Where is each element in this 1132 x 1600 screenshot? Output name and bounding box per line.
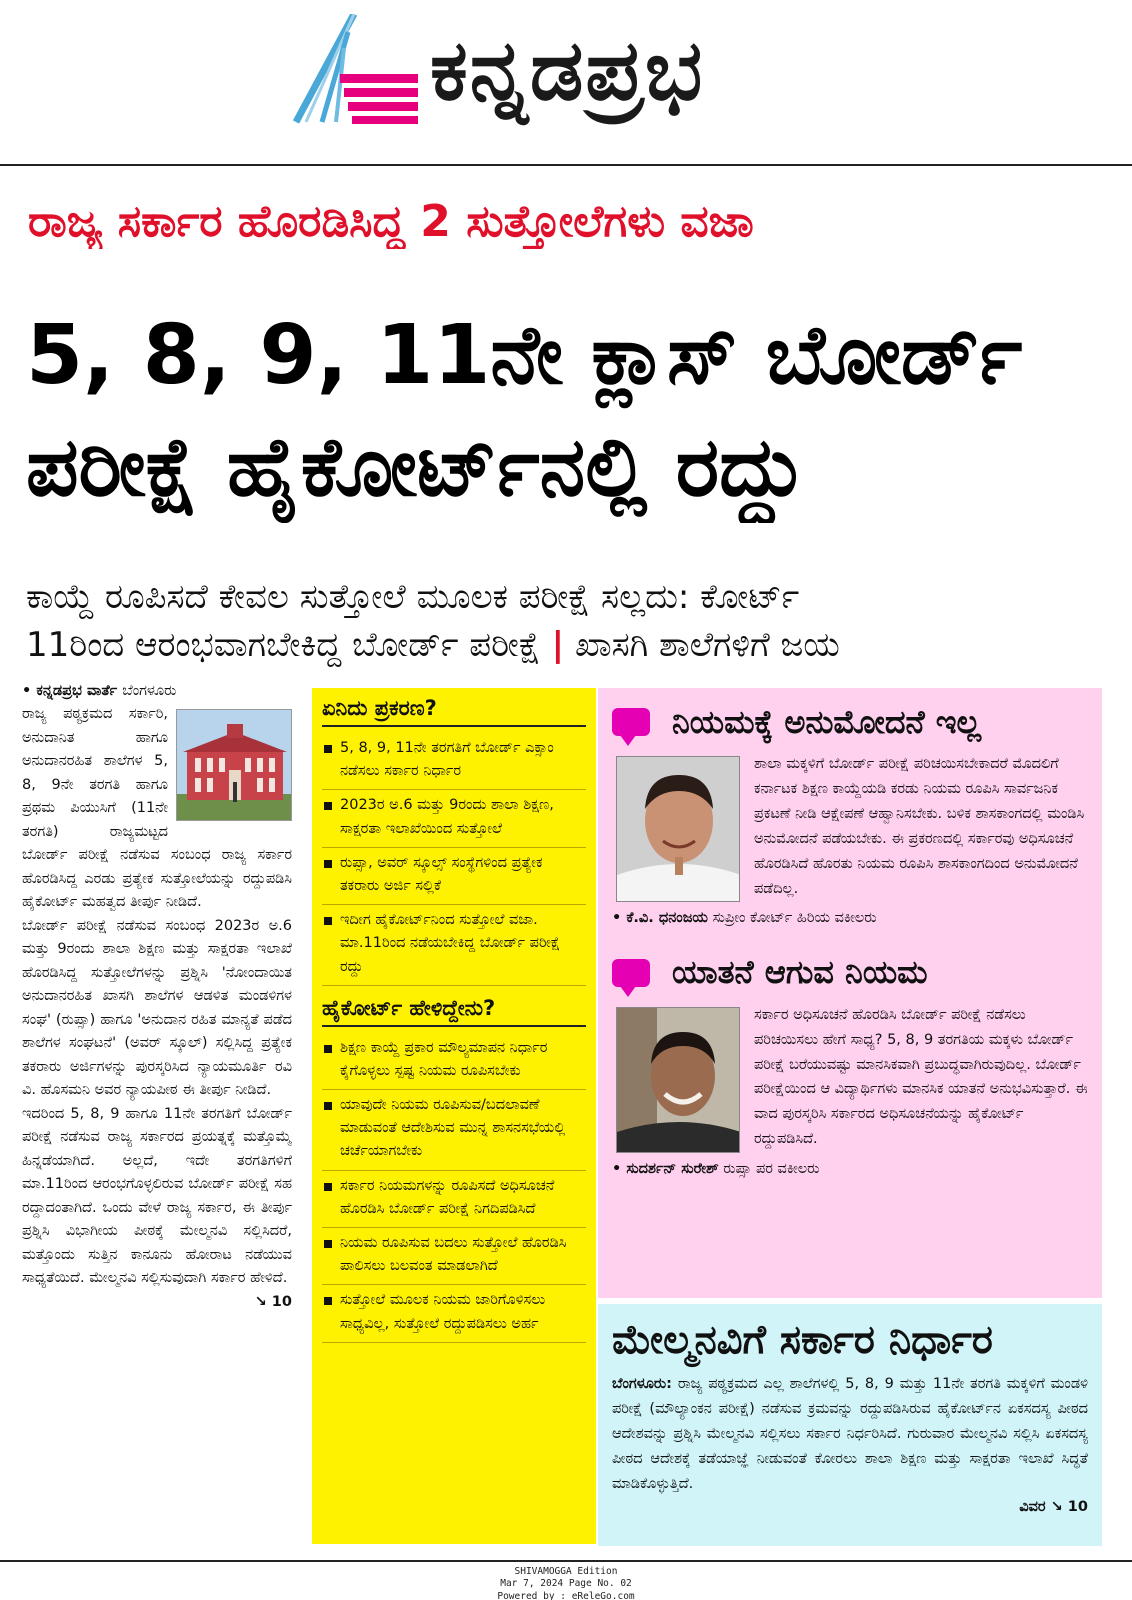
opinion-box: [598, 688, 1102, 1298]
appeal-title: ಮೇಲ್ಮನವಿಗೆ ಸರ್ಕಾರ ನಿರ್ಧಾರ: [612, 1317, 993, 1363]
main-headline: [26, 300, 1111, 523]
opinion-1-body: ಶಾಲಾ ಮಕ್ಕಳಿಗೆ ಬೋರ್ಡ್ ಪರೀಕ್ಷೆ ಪರಿಚಯಿಸಬೇಕಾದರೆ ಮೊದಲಿಗೆ ಕರ್ನಾಟಕ ಶಿಕ್ಷಣ ಕಾಯ್ದೆಯಡಿ ಕರಡು ನಿಯಮ ರೂಪಿಸಿ ಸಾರ್ವಜನಿಕ ಪ್ರಕಟಣೆ ನೀಡಿ ಆಕ್ಷೇಪಣೆ ಆಹ್ವಾನಿಸಬೇಕು. ಬಳಿಕ ಶಾಸಕಾಂಗದಲ್ಲಿ ಮಂಡಿಸಿ ಅನುಮೋದನೆ ಪಡೆಯಬೇಕು. ಈ ಪ್ರಕರಣದಲ್ಲಿ ಸರ್ಕಾರವು ಅಧಿಸೂಚನೆ ಹೊರಡಿಸಿದೆ ಹೊರತು ನಿಯಮ ರೂಪಿಸಿ ಶಾಸಕಾಂಗದಿಂದ ಅನುಮೋದನೆ ಪಡೆದಿಲ್ಲ.: [754, 756, 1085, 897]
byline: [22, 680, 292, 703]
opinion-2-attribution: • ಸುದರ್ಶನ್ ಸುರೇಶ್ ರುಪ್ಸಾ ಪರ ವಕೀಲರು: [612, 1160, 820, 1177]
opinion-2-body: ಸರ್ಕಾರ ಅಧಿಸೂಚನೆ ಹೊರಡಿಸಿ ಬೋರ್ಡ್ ಪರೀಕ್ಷೆ ನಡೆಸಲು ಪರಿಚಯಿಸಲು ಹೇಗೆ ಸಾಧ್ಯ? 5, 8, 9 ತರಗತಿಯ ಮಕ್ಕಳು ಬೋರ್ಡ್ ಪರೀಕ್ಷೆ ಬರೆಯುವಷ್ಟು ಮಾನಸಿಕವಾಗಿ ಪ್ರಬುದ್ಧವಾಗಿರುವುದಿಲ್ಲ. ಬೋರ್ಡ್ ಪರೀಕ್ಷೆಯಿಂದ ಆ ವಿದ್ಯಾರ್ಥಿಗಳು ಮಾನಸಿಕ ಯಾತನೆ ಅನುಭವಿಸುತ್ತಾರೆ. ಈ ವಾದ ಪುರಸ್ಕರಿಸಿ ಸರ್ಕಾರದ ಅಧಿಸೂಚನೆಯನ್ನು ಹೈಕೋರ್ಟ್ ರದ್ದುಪಡಿಸಿದೆ.: [754, 1006, 1088, 1148]
article-paragraph-3: ಇದರಿಂದ 5, 8, 9 ಹಾಗೂ 11ನೇ ತರಗತಿಗೆ ಬೋರ್ಡ್ ಪರೀಕ್ಷೆ ನಡೆಸುವ ರಾಜ್ಯ ಸರ್ಕಾರದ ಪ್ರಯತ್ನಕ್ಕೆ ಮತ್ತೊಮ್ಮೆ ಹಿನ್ನಡೆಯಾಗಿದೆ. ಅಲ್ಲದೆ, ಇದೇ ತರಗತಿಗಳಿಗೆ ಮಾ.11ರಿಂದ ಆರಂಭಗೊಳ್ಳಲಿರುವ ಬೋರ್ಡ್ ಪರೀಕ್ಷೆ ಸಹ ರದ್ದಾದಂತಾಗಿದೆ. ಒಂದು ವೇಳೆ ರಾಜ್ಯ ಸರ್ಕಾರ, ಈ ತೀರ್ಪು ಪ್ರಶ್ನಿಸಿ ವಿಭಾಗೀಯ ಪೀಠಕ್ಕೆ ಮೇಲ್ಮನವಿ ಸಲ್ಲಿಸಿದರೆ, ಮತ್ತೊಂದು ಸುತ್ತಿನ ಕಾನೂನು ಹೋರಾಟ ನಡೆಯುವ ಸಾಧ್ಯತೆಯಿದೆ. ಮೇಲ್ಮನವಿ ಸಲ್ಲಿಸುವುದಾಗಿ ಸರ್ಕಾರ ಹೇಳಿದೆ.: [22, 1105, 292, 1287]
article-paragraph-2: ಬೋರ್ಡ್ ಪರೀಕ್ಷೆ ನಡೆಸುವ ಸಂಬಂಧ 2023ರ ಅ.6 ಮತ್ತು 9ರಂದು ಶಾಲಾ ಶಿಕ್ಷಣ ಮತ್ತು ಸಾಕ್ಷರತಾ ಇಲಾಖೆ ಹೊರಡಿಸಿದ್ದ ಸುತ್ತೋಲೆಗಳನ್ನು ಪ್ರಶ್ನಿಸಿ 'ನೋಂದಾಯಿತ ಅನುದಾನರಹಿತ ಖಾಸಗಿ ಶಾಲೆಗಳ ಆಡಳಿತ ಮಂಡಳಿಗಳ ಸಂಘ' (ರುಪ್ಸಾ) ಹಾಗೂ 'ಅನುದಾನ ರಹಿತ ಮಾನ್ಯತೆ ಪಡೆದ ಶಾಲೆಗಳ ಸಂಘಟನೆ' (ಅವರ್ ಸ್ಕೂಲ್) ಸಲ್ಲಿಸಿದ್ದ ಪ್ರತ್ಯೇಕ ತಕರಾರು ಅರ್ಜಿಗಳನ್ನು ಪುರಸ್ಕರಿಸಿದ ನ್ಯಾಯಮೂರ್ತಿ ರವಿ ವಿ. ಹೊಸಮನಿ ಅವರ ನ್ಯಾಯಪೀಠ ಈ ತೀರ್ಪು ನೀಡಿದೆ.: [22, 917, 292, 1099]
logo-wordmark: ಕನ್ನಡಪ್ರಭ: [430, 21, 705, 119]
list-item: ರುಪ್ಸಾ, ಅವರ್ ಸ್ಕೂಲ್ಸ್ ಸಂಸ್ಥೆಗಳಿಂದ ಪ್ರತ್ಯೇಕ ತಕರಾರು ಅರ್ಜಿ ಸಲ್ಲಿಕೆ: [322, 848, 586, 905]
list-item: ಇದೀಗ ಹೈಕೋರ್ಟ್‌ನಿಂದ ಸುತ್ತೋಲೆ ವಜಾ. ಮಾ.11ರಿಂದ ನಡೆಯಬೇಕಿದ್ದ ಬೋರ್ಡ್ ಪರೀಕ್ಷೆ ರದ್ದು: [322, 905, 586, 986]
byline-place: ಬೆಂಗಳೂರು: [122, 683, 177, 699]
main-article: [22, 680, 292, 1540]
subheadline: [26, 574, 1111, 669]
list-item: ಶಿಕ್ಷಣ ಕಾಯ್ದೆ ಪ್ರಕಾರ ಮೌಲ್ಯಮಾಪನ ನಿರ್ಧಾರ ಕೈಗೊಳ್ಳಲು ಸ್ಪಷ್ಟ ನಿಯಮ ರೂಪಿಸಬೇಕು: [322, 1033, 586, 1090]
subheadline-part-b: ಖಾಸಗಿ ಶಾಲೆಗಳಿಗೆ ಜಯ: [574, 624, 840, 665]
appeal-box: [598, 1304, 1102, 1546]
edition-label: SHIVAMOGGA Edition: [514, 1566, 618, 1577]
opinion-1-attribution: • ಕೆ.ವಿ. ಧನಂಜಯ ಸುಪ್ರೀಂ ಕೋರ್ಟ್ ಹಿರಿಯ ವಕೀಲರು: [612, 910, 877, 926]
continued-marker: ವಿವರ ↘ 10: [1019, 1498, 1088, 1515]
kicker-headline: ರಾಜ್ಯ ಸರ್ಕಾರ ಹೊರಡಿಸಿದ್ದ 2 ಸುತ್ತೋಲೆಗಳು ವಜಾ: [28, 196, 754, 247]
list-item: ಯಾವುದೇ ನಿಯಮ ರೂಪಿಸುವ/ಬದಲಾವಣೆ ಮಾಡುವಂತೆ ಆದೇಶಿಸುವ ಮುನ್ನ ಶಾಸನಸಭೆಯಲ್ಲಿ ಚರ್ಚೆಯಾಗಬೇಕು: [322, 1090, 586, 1171]
avatar: [616, 1007, 740, 1153]
headline-line-1: 5, 8, 9, 11ನೇ ಕ್ಲಾಸ್ ಬೋರ್ಡ್: [26, 308, 1023, 403]
page-footer: [0, 1560, 1132, 1600]
opinion-1-title: ನಿಯಮಕ್ಕೆ ಅನುಮೋದನೆ ಇಲ್ಲ: [612, 698, 1088, 746]
list-item: ಸುತ್ತೋಲೆ ಮೂಲಕ ನಿಯಮ ಜಾರಿಗೊಳಿಸಲು ಸಾಧ್ಯವಿಲ್ಲ, ಸುತ್ತೋಲೆ ರದ್ದುಪಡಿಸಲು ಅರ್ಹ: [322, 1285, 586, 1342]
speech-bubble-icon: [612, 959, 650, 987]
speech-bubble-icon: [612, 708, 650, 736]
date-page-label: Mar 7, 2024 Page No. 02: [500, 1578, 632, 1590]
high-court-photo: [176, 709, 292, 821]
court-said-heading: ಹೈಕೋರ್ಟ್ ಹೇಳಿದ್ದೇನು?: [322, 996, 586, 1027]
separator: |: [551, 624, 564, 665]
article-paragraph-1: ರಾಜ್ಯ ಪಠ್ಯಕ್ರಮದ ಸರ್ಕಾರಿ, ಅನುದಾನಿತ ಹಾಗೂ ಅನುದಾನರಹಿತ ಶಾಲೆಗಳ 5, 8, 9ನೇ ತರಗತಿ ಹಾಗೂ ಪ್ರಥಮ ಪಿಯುಸಿಗೆ (11ನೇ ತರಗತಿ) ರಾಜ್ಯಮಟ್ಟದ ಬೋರ್ಡ್ ಪರೀಕ್ಷೆ ನಡೆಸುವ ಸಂಬಂಧ ರಾಜ್ಯ ಸರ್ಕಾರ ಹೊರಡಿಸಿದ್ದ ಎರಡು ಪ್ರತ್ಯೇಕ ಸುತ್ತೋಲೆಯನ್ನು ರದ್ದುಪಡಿಸಿ ಹೈಕೋರ್ಟ್ ಮಹತ್ವದ ತೀರ್ಪು ನೀಡಿದೆ.: [22, 706, 292, 911]
case-sidebar: [312, 688, 596, 1544]
list-item: ಸರ್ಕಾರ ನಿಯಮಗಳನ್ನು ರೂಪಿಸದೆ ಅಧಿಸೂಚನೆ ಹೊರಡಿಸಿ ಬೋರ್ಡ್ ಪರೀಕ್ಷೆ ನಿಗದಿಪಡಿಸಿದೆ: [322, 1171, 586, 1228]
subheadline-line-1: ಕಾಯ್ದೆ ರೂಪಿಸದೆ ಕೇವಲ ಸುತ್ತೋಲೆ ಮೂಲಕ ಪರೀಕ್ಷೆ ಸಲ್ಲದು: ಕೋರ್ಟ್: [26, 577, 800, 617]
masthead: [0, 0, 1132, 166]
opinion-2-title: ಯಾತನೆ ಆಗುವ ನಿಯಮ: [612, 949, 1088, 997]
what-is-case-heading: ಏನಿದು ಪ್ರಕರಣ?: [322, 696, 586, 727]
continued-marker: ↘ 10: [254, 1293, 292, 1310]
headline-line-2: ಪರೀಕ್ಷೆ ಹೈಕೋರ್ಟ್‌ನಲ್ಲಿ ರದ್ದು: [26, 419, 806, 515]
list-item: 2023ರ ಅ.6 ಮತ್ತು 9ರಂದು ಶಾಲಾ ಶಿಕ್ಷಣ, ಸಾಕ್ಷರತಾ ಇಲಾಖೆಯಿಂದ ಸುತ್ತೋಲೆ: [322, 790, 586, 847]
subheadline-part-a: 11ರಿಂದ ಆರಂಭವಾಗಬೇಕಿದ್ದ ಬೋರ್ಡ್ ಪರೀಕ್ಷೆ: [26, 624, 541, 665]
byline-source: • ಕನ್ನಡಪ್ರಭ ವಾರ್ತೆ: [22, 683, 118, 699]
powered-by-label: Powered by : eReleGo.com: [497, 1590, 635, 1600]
appeal-body: ಬೆಂಗಳೂರು: ರಾಜ್ಯ ಪಠ್ಯಕ್ರಮದ ಎಲ್ಲ ಶಾಲೆಗಳಲ್ಲಿ 5, 8, 9 ಮತ್ತು 11ನೇ ತರಗತಿ ಮಕ್ಕಳಿಗೆ ಮಂಡಳಿ ಪರೀಕ್ಷೆ (ಮೌಲ್ಯಾಂಕನ ಪರೀಕ್ಷೆ) ನಡೆಸುವ ಕ್ರಮವನ್ನು ರದ್ದುಪಡಿಸಿರುವ ಹೈಕೋರ್ಟ್‌ನ ಏಕಸದಸ್ಯ ಪೀಠದ ಆದೇಶವನ್ನು ಪ್ರಶ್ನಿಸಿ ಮೇಲ್ಮನವಿ ಸಲ್ಲಿಸಲು ಸರ್ಕಾರ ನಿರ್ಧರಿಸಿದೆ. ಗುರುವಾರ ಮೇಲ್ಮನವಿ ಸಲ್ಲಿಸಿ ಏಕಸದಸ್ಯ ಪೀಠದ ಆದೇಶಕ್ಕೆ ತಡೆಯಾಜ್ಞೆ ನೀಡುವಂತೆ ಕೋರಲು ಶಾಲಾ ಶಿಕ್ಷಣ ಮತ್ತು ಸಾಕ್ಷರತಾ ಇಲಾಖೆ ಸಿದ್ಧತೆ ಮಾಡಿಕೊಳ್ಳುತ್ತಿದೆ.: [612, 1376, 1088, 1492]
logo-triangle-icon: [292, 14, 422, 126]
list-item: 5, 8, 9, 11ನೇ ತರಗತಿಗೆ ಬೋರ್ಡ್ ಎಕ್ಸಾಂ ನಡೆಸಲು ಸರ್ಕಾರ ನಿರ್ಧಾರ: [322, 733, 586, 790]
avatar: [616, 756, 740, 902]
subheadline-line-2: [26, 622, 1111, 670]
list-item: ನಿಯಮ ರೂಪಿಸುವ ಬದಲು ಸುತ್ತೋಲೆ ಹೊರಡಿಸಿ ಪಾಲಿಸಲು ಬಲವಂತ ಮಾಡಲಾಗಿದೆ: [322, 1228, 586, 1285]
